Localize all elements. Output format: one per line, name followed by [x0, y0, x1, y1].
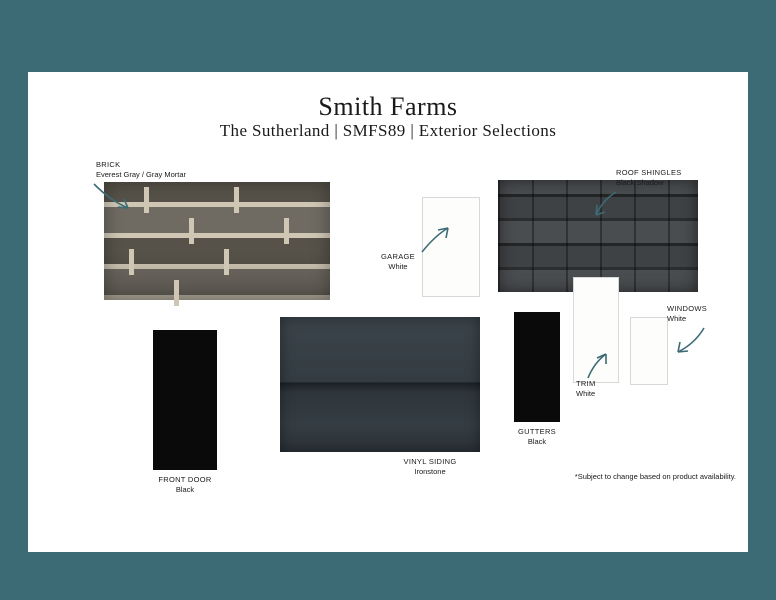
arrow-windows-icon	[668, 324, 708, 358]
label-gutters-name: GUTTERS	[518, 427, 556, 436]
label-brick-value: Everest Gray / Gray Mortar	[96, 170, 187, 179]
label-front-door-value: Black	[175, 485, 195, 494]
header-band	[0, 0, 776, 72]
label-roof-shingles	[616, 168, 682, 188]
label-windows	[667, 304, 707, 324]
arrow-roof-icon	[574, 188, 620, 220]
label-vinyl-siding	[380, 457, 480, 477]
page-subtitle: The Sutherland | SMFS89 | Exterior Selections	[219, 121, 557, 140]
label-siding-name: VINYL SIDING	[403, 457, 457, 466]
swatch-gutters	[514, 312, 560, 422]
label-front-door	[138, 475, 232, 495]
arrow-trim-icon	[580, 350, 614, 382]
arrow-garage-icon	[418, 220, 454, 256]
swatch-windows	[630, 317, 668, 385]
label-windows-name: WINDOWS	[667, 304, 708, 313]
label-siding-value: Ironstone	[414, 467, 446, 476]
label-roof-value: Black Shadow	[616, 178, 664, 187]
label-brick	[96, 160, 186, 180]
label-garage	[372, 252, 424, 272]
footnote: *Subject to change based on product availability.	[574, 472, 736, 481]
arrow-brick-icon	[90, 180, 140, 216]
label-front-door-name: FRONT DOOR	[158, 475, 212, 484]
label-windows-value: White	[667, 314, 687, 323]
swatch-front-door	[153, 330, 217, 470]
selection-sheet	[28, 72, 748, 552]
label-garage-value: White	[388, 262, 408, 271]
page-title: Smith Farms	[318, 92, 458, 121]
label-brick-name: BRICK	[96, 160, 121, 169]
label-gutters	[498, 427, 576, 447]
label-gutters-value: Black	[527, 437, 547, 446]
label-trim-value: White	[576, 389, 596, 398]
label-trim-name: TRIM	[576, 379, 596, 388]
label-trim	[576, 379, 596, 399]
label-garage-name: GARAGE	[381, 252, 415, 261]
footer-band	[0, 552, 776, 600]
swatch-vinyl-siding	[280, 317, 480, 452]
label-roof-name: ROOF SHINGLES	[616, 168, 682, 177]
right-rail	[748, 72, 776, 552]
left-rail	[0, 72, 28, 552]
